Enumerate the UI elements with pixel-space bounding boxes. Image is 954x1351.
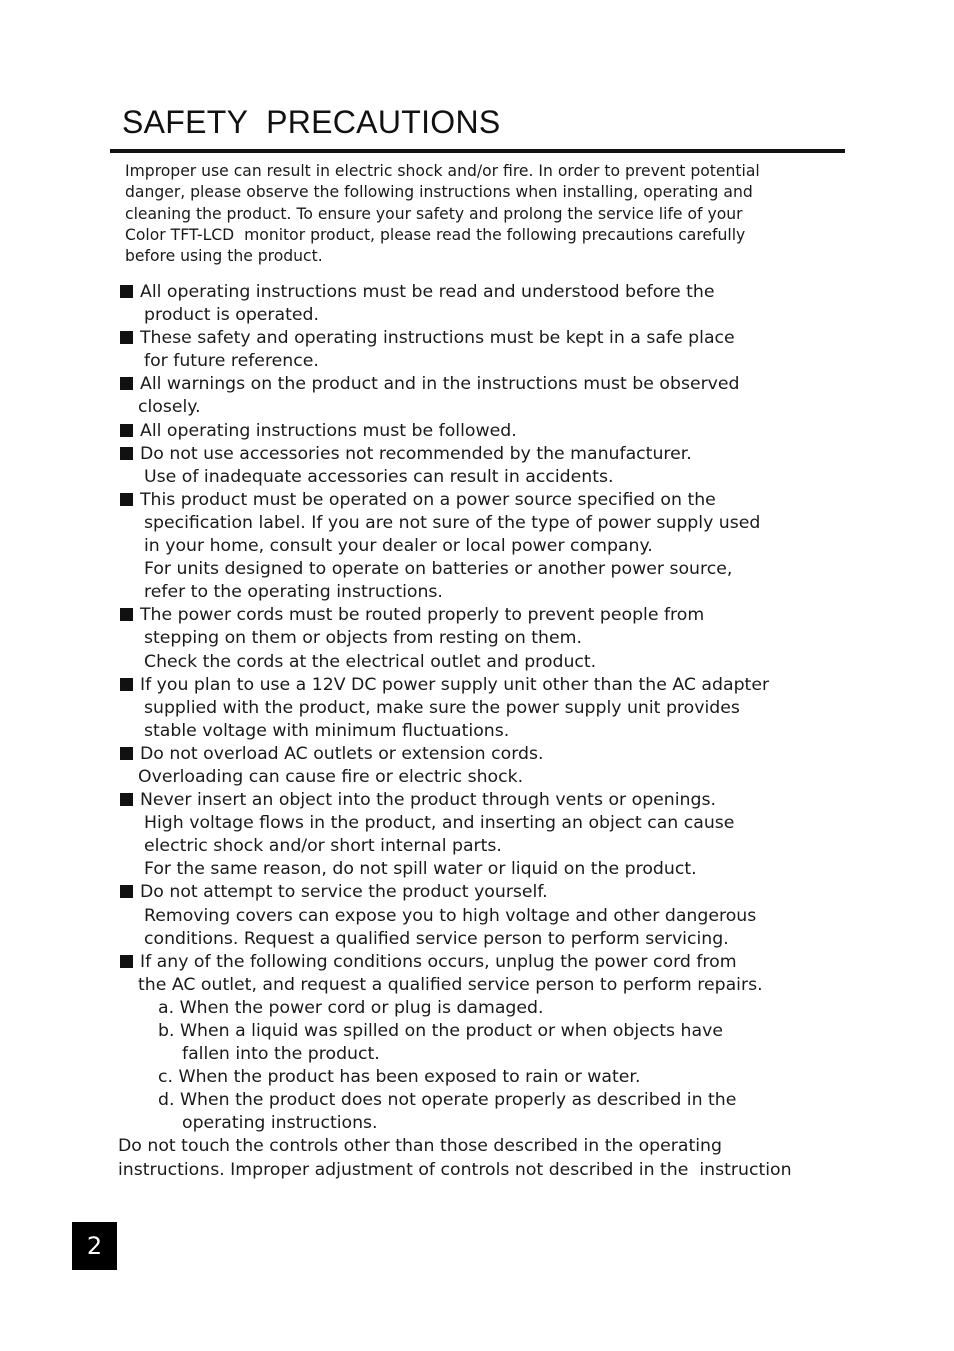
continuation-line: Removing covers can expose you to high voltage and other dangerous [144,905,757,926]
continuation-line: supplied with the product, make sure the power supply unit provides [144,697,740,718]
square-bullet-icon [120,447,133,460]
square-bullet-icon [120,955,133,968]
sub-item: d. When the product does not operate properly as described in the [158,1090,737,1111]
continuation-line: conditions. Request a qualified service person to perform servicing. [144,928,729,949]
precaution-item [118,489,838,512]
continuation-line: electric shock and/or short internal parts. [144,836,502,857]
precaution-item [118,327,838,350]
page-number-badge: 2 [72,1222,117,1270]
continuation-line: stepping on them or objects from resting on them. [144,628,582,649]
square-bullet-icon [120,678,133,691]
precaution-item [118,789,838,812]
continuation-line: stable voltage with minimum fluctuations. [144,720,510,741]
intro-paragraph [125,161,825,267]
intro-line: Improper use can result in electric shock and/or fire. In order to prevent potential [125,162,760,180]
square-bullet-icon [120,608,133,621]
precaution-text: Do not overload AC outlets or extension cords. [140,743,544,764]
precaution-text: All operating instructions must be read and understood before the [140,282,715,302]
continuation-line: fallen into the product. [182,1044,380,1065]
precaution-item [118,743,838,766]
continuation-line: For units designed to operate on batteries or another power source, [144,559,733,580]
precaution-text: If any of the following conditions occurs, unplug the power cord from [140,951,737,972]
sub-item: c. When the product has been exposed to rain or water. [158,1067,641,1088]
precaution-item [118,373,838,396]
precaution-text: This product must be operated on a power source specified on the [140,489,716,510]
continuation-line: operating instructions. [182,1113,378,1134]
intro-line: Color TFT-LCD monitor product, please read the following precautions carefully [125,225,746,244]
precaution-text: If you plan to use a 12V DC power supply unit other than the AC adapter [140,674,770,695]
square-bullet-icon [120,331,133,344]
continuation-line: for future reference. [144,351,319,372]
precautions-list [118,281,838,1182]
square-bullet-icon [120,793,133,806]
precaution-text: Do not attempt to service the product yourself. [140,882,548,903]
precaution-item [118,420,838,443]
continuation-line: specification label. If you are not sure of the type of power supply used [144,512,761,533]
continuation-line: For the same reason, do not spill water or liquid on the product. [144,859,697,880]
continuation-line: in your home, consult your dealer or local power company. [144,536,653,557]
square-bullet-icon [120,285,133,298]
continuation-line: closely. [138,397,201,418]
precaution-text: All warnings on the product and in the instructions must be observed [140,374,740,395]
precaution-item [118,443,838,466]
precaution-text: These safety and operating instructions must be kept in a safe place [140,328,735,349]
continuation-line: the AC outlet, and request a qualified service person to perform repairs. [138,974,763,995]
page-title: SAFETY PRECAUTIONS [122,104,501,140]
continuation-line: product is operated. [144,305,319,326]
closing-line: instructions. Improper adjustment of controls not described in the instruction [118,1159,792,1180]
sub-item: a. When the power cord or plug is damaged. [158,997,544,1018]
precaution-item [118,881,838,904]
precaution-item [118,951,838,974]
precaution-text: Never insert an object into the product through vents or openings. [140,790,716,811]
precaution-item [118,281,838,304]
intro-line: cleaning the product. To ensure your safety and prolong the service life of your [125,204,743,223]
title-rule [110,149,845,153]
precaution-text: The power cords must be routed properly to prevent people from [140,605,705,626]
continuation-line: Overloading can cause fire or electric shock. [138,766,524,787]
precaution-text: Do not use accessories not recommended by the manufacturer. [140,443,692,464]
precaution-item [118,674,838,697]
precaution-text: All operating instructions must be followed. [140,420,517,441]
continuation-line: refer to the operating instructions. [144,582,443,603]
closing-line: Do not touch the controls other than those described in the operating [118,1136,722,1157]
square-bullet-icon [120,747,133,760]
continuation-line: High voltage flows in the product, and inserting an object can cause [144,813,735,834]
square-bullet-icon [120,377,133,390]
square-bullet-icon [120,885,133,898]
square-bullet-icon [120,424,133,437]
sub-item: b. When a liquid was spilled on the product or when objects have [158,1021,723,1041]
intro-line: danger, please observe the following instructions when installing, operating and [125,183,753,202]
continuation-line: Check the cords at the electrical outlet and product. [144,651,597,672]
precaution-item [118,604,838,627]
continuation-line: Use of inadequate accessories can result in accidents. [144,466,614,487]
square-bullet-icon [120,493,133,506]
intro-line: before using the product. [125,247,323,266]
